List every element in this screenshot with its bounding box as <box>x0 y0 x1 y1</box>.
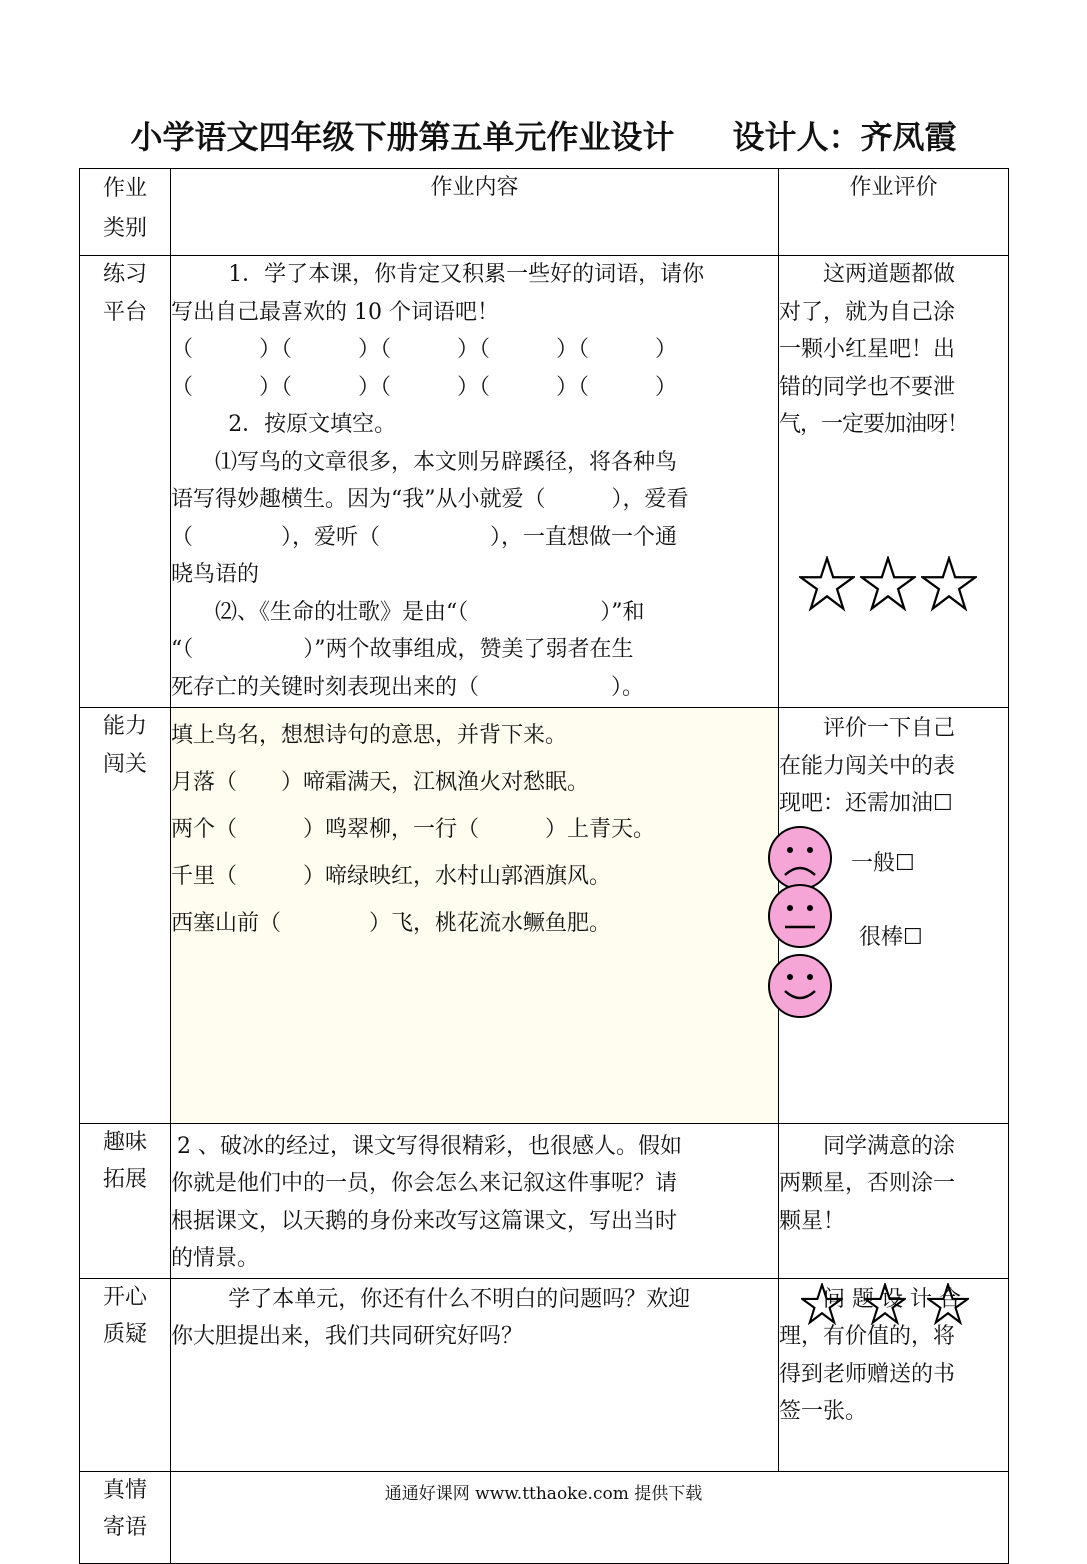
table-header-row <box>80 169 1009 256</box>
header-category: 作业 类别 <box>80 169 171 256</box>
homework-table <box>79 168 1009 1564</box>
happy-face-icon[interactable] <box>767 953 833 1019</box>
category-practice: 练习 平台 <box>80 256 171 708</box>
q2-1-line1: ⑴写鸟的文章很多，本文则另辟蹊径，将各种鸟 <box>215 449 678 475</box>
category-question: 开心 质疑 <box>80 1278 171 1471</box>
star-icon[interactable] <box>921 556 977 612</box>
q1-line1: 1．学了本课，你肯定又积累一些好的词语，请你 <box>228 262 705 287</box>
star-icon[interactable] <box>860 556 916 612</box>
row-ability <box>80 708 1009 1124</box>
title-main: 小学语文四年级下册第五单元作业设计 <box>130 118 675 156</box>
blank-row-2[interactable]: （ ）（ ）（ ）（ ）（ ） <box>171 374 678 400</box>
q2-2-line1: ⑵、《生命的壮歌》是由“（ ）”和 <box>215 599 645 625</box>
header-evaluation: 作业评价 <box>779 169 1009 256</box>
category-message: 真情 寄语 <box>80 1471 171 1563</box>
rating-great-label[interactable]: 很棒☐ <box>859 924 923 950</box>
poem-line-3: 千里（ ）啼绿映红，水村山郭酒旗风。 <box>171 864 612 889</box>
category-ability: 能力 闯关 <box>80 708 171 1124</box>
page-title <box>0 112 1087 158</box>
bookmark-stars[interactable] <box>801 1283 983 1338</box>
ability-evaluation: 评价一下自己 在能力闯关中的表 现吧：还需加油☐ 一般☐ 很棒☐ <box>779 708 1009 1124</box>
poem-line-1: 月落（ ）啼霜满天，江枫渔火对愁眠。 <box>171 770 590 795</box>
fun-evaluation: 同学满意的涂 两颗星，否则涂一 颗星！ <box>779 1123 1009 1278</box>
star-icon[interactable] <box>801 1283 843 1325</box>
q2-title: 2．按原文填空。 <box>228 412 397 437</box>
q2-2-line3: 死存亡的关键时刻表现出来的（ ）。 <box>171 674 645 700</box>
question-content: 学了本单元，你还有什么不明白的问题吗？欢迎 你大胆提出来，我们共同研究好吗？ <box>171 1278 779 1471</box>
star-icon[interactable] <box>927 1283 969 1325</box>
poem-line-2: 两个（ ）鸣翠柳，一行（ ）上青天。 <box>171 817 656 842</box>
q2-1-line3: （ ），爱听（ ），一直想做一个通 <box>171 524 678 550</box>
sad-face-icon[interactable] <box>767 825 833 891</box>
header-content: 作业内容 <box>171 169 779 256</box>
ability-content <box>171 708 779 1124</box>
rating-ok-label[interactable]: 一般☐ <box>851 850 915 876</box>
practice-content <box>171 256 779 708</box>
row-practice <box>80 256 1009 708</box>
title-designer: 设计人：齐凤霞 <box>732 118 957 156</box>
q1-line2: 写出自己最喜欢的 10 个词语吧！ <box>171 299 499 325</box>
ability-intro: 填上鸟名，想想诗句的意思，并背下来。 <box>171 723 568 748</box>
row-fun <box>80 1123 1009 1278</box>
star-icon[interactable] <box>864 1283 906 1325</box>
row-question <box>80 1278 1009 1471</box>
footer-credit: 通通好课网 www.tthaoke.com 提供下载 <box>384 1484 703 1504</box>
question-evaluation: 问 题 设 计 合 理，有价值的，将 得到老师赠送的书 签一张。 <box>779 1278 1009 1471</box>
fun-content: 2 、破冰的经过，课文写得很精彩，也很感人。假如 你就是他们中的一员，你会怎么来记叙这件事呢？请 根据课文，以天鹅的身份来改写这篇课文，写出当时 的情景。 <box>171 1123 779 1278</box>
poem-line-4: 西塞山前（ ）飞，桃花流水鳜鱼肥。 <box>171 911 612 936</box>
neutral-face-icon[interactable] <box>767 883 833 949</box>
category-fun: 趣味 拓展 <box>80 1123 171 1278</box>
star-icon[interactable] <box>799 556 855 612</box>
q2-2-line2: “（ ）”两个故事组成，赞美了弱者在生 <box>171 637 634 662</box>
rating-stars[interactable] <box>799 556 975 625</box>
q2-1-line4: 晓鸟语的 <box>171 562 260 587</box>
q2-1-line2: 语写得妙趣横生。因为“我”从小就爱（ ），爱看 <box>171 487 689 512</box>
blank-row-1[interactable]: （ ）（ ）（ ）（ ）（ ） <box>171 337 678 362</box>
face-ratings <box>779 823 1008 1123</box>
practice-evaluation: 这两道题都做 对了，就为自己涂 一颗小红星吧！出 错的同学也不要泄 气，一定要加油呀！ <box>779 256 1009 708</box>
